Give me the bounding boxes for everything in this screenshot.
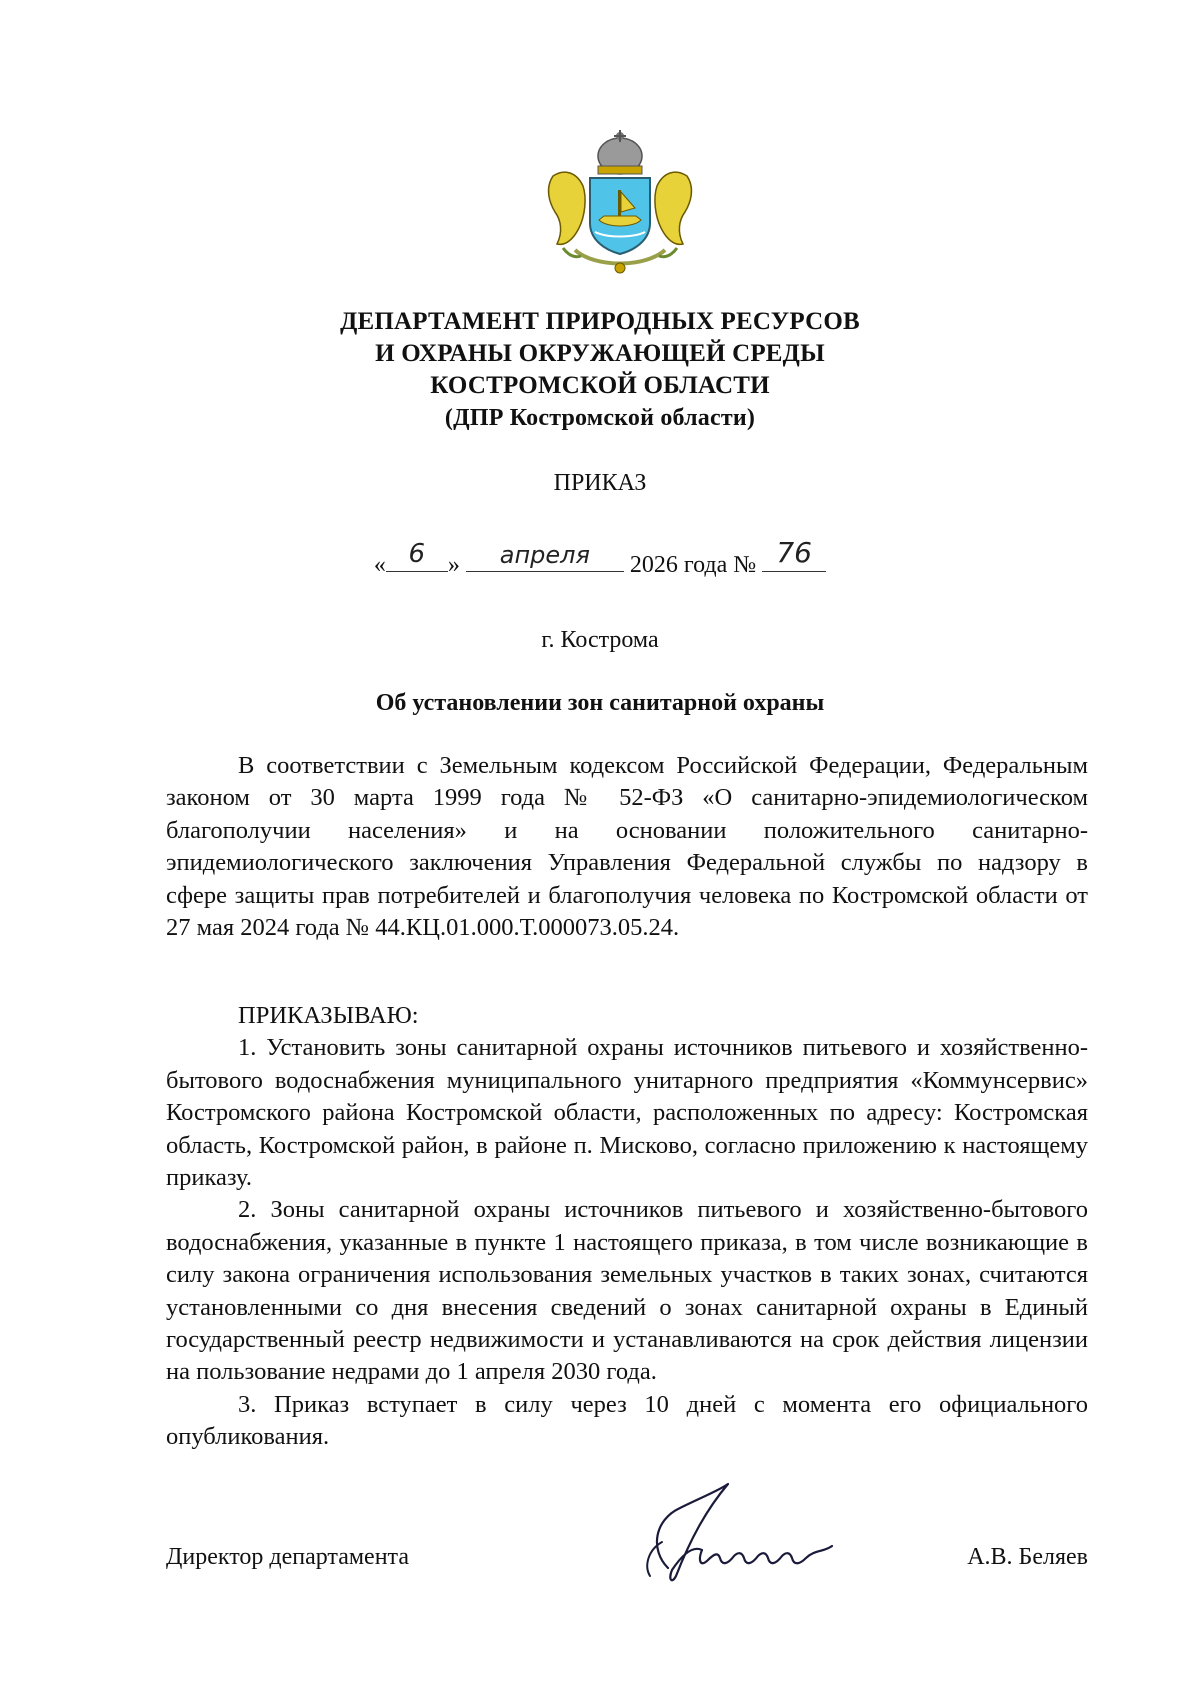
date-day-field xyxy=(386,539,448,572)
date-year-text: 2026 года № xyxy=(629,552,757,578)
document-title: Об установлении зон санитарной охраны xyxy=(375,690,825,716)
order-item-3: 3. Приказ вступает в силу через 10 дней с момента его официального опубликования. xyxy=(166,1390,1088,1451)
document-type: ПРИКАЗ xyxy=(553,470,647,496)
preamble-block xyxy=(166,750,1088,944)
date-month: апреля xyxy=(499,541,590,569)
department-name-line-2: И ОХРАНЫ ОКРУЖАЮЩЕЙ СРЕДЫ xyxy=(375,340,825,367)
signatory-position: Директор департамента xyxy=(166,1544,409,1570)
signatory-name: А.В. Беляев xyxy=(967,1544,1088,1570)
date-close-quote: » xyxy=(447,552,460,578)
order-number-field xyxy=(762,536,826,572)
right-lion-icon xyxy=(655,172,692,244)
department-name-line-3: КОСТРОМСКОЙ ОБЛАСТИ xyxy=(430,372,770,399)
date-day: 6 xyxy=(408,539,426,569)
order-item-2: 2. Зоны санитарной охраны источников питьевого и хозяйственно-бытового водоснабжения, указанные в пункте 1 настоящего приказа, в том числе возникающие в силу закона ограничения использования земельных участков в таких зонах, считаются установленными со дня внесения сведений о зонах санитарной охраны в Единый государственный реестр недвижимости и устанавливаются на срок действия лицензии на пользование недрами до 1 апреля 2030 года. xyxy=(166,1196,1088,1386)
city: г. Кострома xyxy=(541,627,659,653)
date-line xyxy=(0,536,1200,579)
date-month-field xyxy=(466,541,624,572)
order-body xyxy=(166,1000,1088,1454)
coat-of-arms-icon xyxy=(535,128,705,278)
order-item-1: 1. Установить зоны санитарной охраны источников питьевого и хозяйственно-бытового водоснабжения муниципального унитарного предприятия «Коммунсервис» Костромского района Костромской области, расположенных по адресу: Костромская область, Костромской район, в районе п. Мисково, согласно приложению к настоящему приказу. xyxy=(166,1034,1088,1192)
department-short-name: (ДПР Костромской области) xyxy=(444,405,756,431)
order-word: ПРИКАЗЫВАЮ: xyxy=(238,1002,419,1029)
order-number: 76 xyxy=(776,536,812,569)
department-name-line-1: ДЕПАРТАМЕНТ ПРИРОДНЫХ РЕСУРСОВ xyxy=(340,308,860,335)
signature-row xyxy=(166,1544,1088,1584)
date-open-quote: « xyxy=(373,552,386,578)
preamble-paragraph: В соответствии с Земельным кодексом Российской Федерации, Федеральным законом от 30 марта 1999 года № 52-ФЗ «О санитарно-эпидемиологическом благополучии населения» и на основании положительного санитарно-эпидемиологического заключения Управления Федеральной службы по надзору в сфере защиты прав потребителей и благополучия человека по Костромской области от 27 мая 2024 года № 44.КЦ.01.000.Т.000073.05.24. xyxy=(166,752,1088,942)
left-lion-icon xyxy=(549,172,586,244)
crown-icon xyxy=(598,130,642,174)
